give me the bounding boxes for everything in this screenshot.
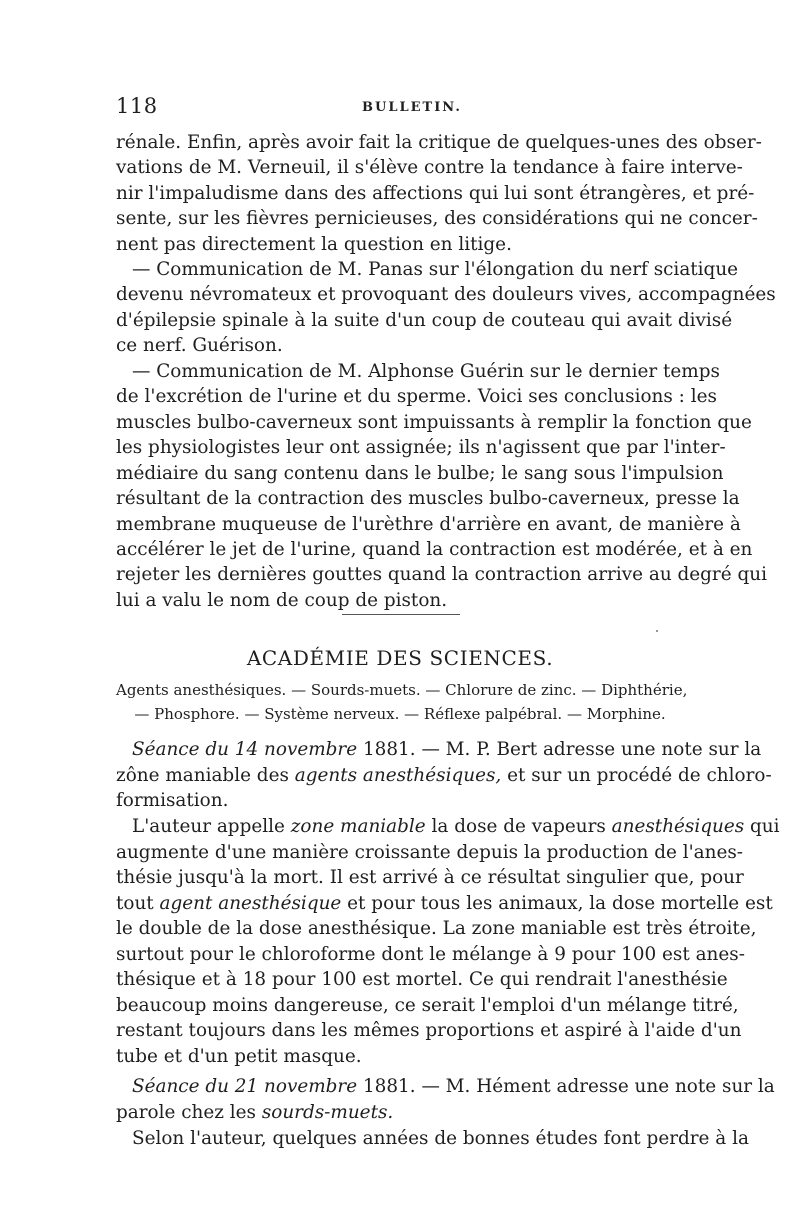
body-line: devenu névromateux et provoquant des douleurs vives, accompagnées — [116, 284, 776, 305]
italic-term: sourds-muets. — [261, 1102, 394, 1123]
text-run: zône maniable des — [116, 765, 295, 786]
running-head: BULLETIN. — [362, 100, 462, 115]
body-line: médiaire du sang contenu dans le bulbe; le sang sous l'impulsion — [116, 463, 724, 484]
body-line: ce nerf. Guérison. — [116, 335, 283, 356]
body-line: surtout pour le chloroforme dont le mélange à 9 pour 100 est anes- — [116, 944, 745, 965]
body-line: accélérer le jet de l'urine, quand la contraction est modérée, et à en — [116, 539, 753, 560]
seance-date: Séance du 21 novembre — [132, 1076, 358, 1097]
seance-text: 1881. — M. Hément adresse une note sur la — [357, 1076, 775, 1097]
seance-text: 1881. — M. P. Bert adresse une note sur la — [357, 739, 762, 760]
keywords-line: — Phosphore. — Système nerveux. — Réflexe palpébral. — Morphine. — [134, 705, 666, 723]
body-line — [116, 891, 773, 917]
body-line: — Communication de M. Alphonse Guérin sur le dernier temps — [132, 361, 720, 382]
body-line: rejeter les dernières gouttes quand la contraction arrive au degré qui — [116, 564, 767, 585]
page-number: 118 — [116, 94, 158, 118]
body-line: tube et d'un petit masque. — [116, 1046, 362, 1067]
body-line: thésie jusqu'à la mort. Il est arrivé à ce résultat singulier que, pour — [116, 867, 744, 888]
text-run: et pour tous les animaux, la dose mortelle est — [341, 893, 773, 914]
keywords-line: Agents anesthésiques. — Sourds-muets. — Chlorure de zinc. — Diphthérie, — [116, 681, 688, 699]
body-line: nir l'impaludisme dans des affections qui lui sont étrangères, et pré- — [116, 183, 755, 204]
italic-term: agent anesthésique — [159, 893, 342, 914]
body-line: rénale. Enfin, après avoir fait la critique de quelques-unes des obser- — [116, 132, 762, 153]
italic-term: anesthésiques — [611, 816, 745, 837]
section-title: ACADÉMIE DES SCIENCES. — [246, 646, 554, 670]
body-line: lui a valu le nom de coup de piston. — [116, 590, 448, 611]
body-line — [116, 1100, 393, 1126]
body-line: le double de la dose anesthésique. La zone maniable est très étroite, — [116, 918, 757, 939]
italic-term: zone maniable — [290, 816, 426, 837]
body-line: Selon l'auteur, quelques années de bonnes études font perdre à la — [132, 1128, 749, 1149]
body-line: nent pas directement la question en litige. — [116, 234, 512, 255]
body-line: formisation. — [116, 790, 229, 811]
ink-speck — [656, 630, 658, 632]
body-line: thésique et à 18 pour 100 est mortel. Ce qui rendrait l'anesthésie — [116, 969, 728, 990]
text-run: L'auteur appelle — [132, 816, 291, 837]
body-line: sente, sur les fièvres pernicieuses, des considérations qui ne concer- — [116, 208, 758, 229]
body-line: restant toujours dans les mêmes proportions et aspiré à l'aide d'un — [116, 1020, 742, 1041]
separator-rule — [342, 614, 460, 615]
text-run: et sur un procédé de chloro- — [501, 765, 772, 786]
body-line: augmente d'une manière croissante depuis la production de l'anes- — [116, 842, 743, 863]
body-line: résultant de la contraction des muscles bulbo-caverneux, presse la — [116, 488, 740, 509]
body-line: d'épilepsie spinale à la suite d'un coup de couteau qui avait divisé — [116, 310, 733, 331]
body-line: beaucoup moins dangereuse, ce serait l'emploi d'un mélange titré, — [116, 995, 739, 1016]
body-line: les physiologistes leur ont assignée; ils n'agissent que par l'inter- — [116, 437, 726, 458]
body-line — [132, 737, 762, 763]
text-run: la dose de vapeurs — [425, 816, 612, 837]
body-line: — Communication de M. Panas sur l'élongation du nerf sciatique — [132, 259, 739, 280]
body-line — [132, 1074, 775, 1100]
body-line — [132, 814, 780, 840]
text-run: tout — [116, 893, 160, 914]
text-run: qui — [744, 816, 780, 837]
body-line: vations de M. Verneuil, il s'élève contre la tendance à faire interve- — [116, 157, 743, 178]
body-line — [116, 763, 772, 789]
body-line: muscles bulbo-caverneux sont impuissants à remplir la fonction que — [116, 412, 752, 433]
seance-date: Séance du 14 novembre — [132, 739, 358, 760]
body-line: de l'excrétion de l'urine et du sperme. Voici ses conclusions : les — [116, 386, 717, 407]
italic-term: agents anesthésiques, — [294, 765, 502, 786]
text-run: parole chez les — [116, 1102, 262, 1123]
body-line: membrane muqueuse de l'urèthre d'arrière en avant, de manière à — [116, 514, 741, 535]
